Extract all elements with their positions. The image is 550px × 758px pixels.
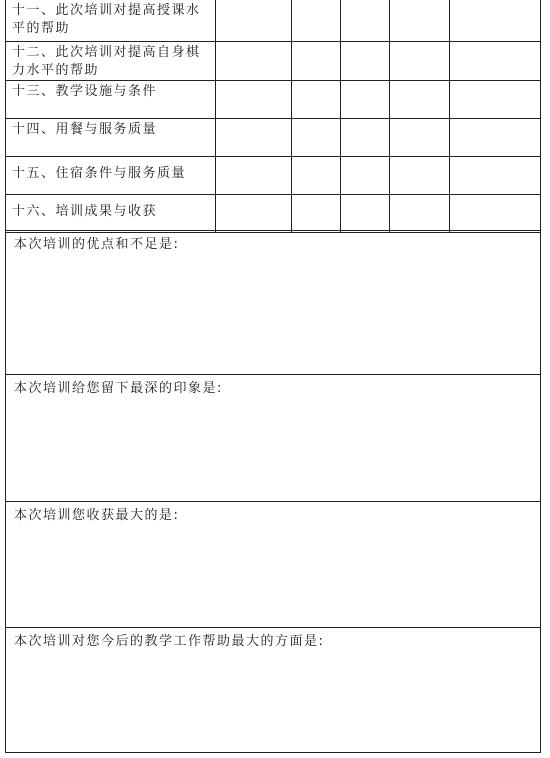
rating-cell[interactable]	[340, 156, 389, 194]
rating-cell[interactable]	[340, 118, 389, 156]
feedback-section-gains[interactable]	[6, 501, 540, 627]
rating-cell[interactable]	[291, 156, 340, 194]
rating-cell[interactable]	[340, 194, 389, 232]
rating-row	[5, 156, 541, 194]
rating-row-label: 十四、用餐与服务质量	[5, 118, 215, 156]
rating-cell[interactable]	[215, 41, 291, 80]
rating-cell[interactable]	[291, 194, 340, 232]
rating-cell[interactable]	[340, 80, 389, 118]
rating-cell[interactable]	[215, 156, 291, 194]
rating-cell[interactable]	[449, 118, 541, 156]
rating-cell[interactable]	[291, 41, 340, 80]
rating-row-label: 十六、培训成果与收获	[5, 194, 215, 232]
rating-cell[interactable]	[215, 118, 291, 156]
feedback-section-impression[interactable]	[6, 374, 540, 501]
feedback-section-teaching-help[interactable]	[6, 627, 540, 752]
rating-row	[5, 194, 541, 232]
rating-cell[interactable]	[389, 41, 449, 80]
rating-row	[5, 41, 541, 80]
rating-cell[interactable]	[449, 0, 541, 41]
rating-cell[interactable]	[291, 80, 340, 118]
rating-cell[interactable]	[389, 80, 449, 118]
rating-cell[interactable]	[215, 0, 291, 41]
rating-cell[interactable]	[215, 194, 291, 232]
rating-table	[5, 0, 541, 233]
section-prompt: 本次培训给您留下最深的印象是:	[14, 381, 223, 396]
rating-row-label: 十三、教学设施与条件	[5, 80, 215, 118]
evaluation-form	[5, 0, 541, 753]
rating-cell[interactable]	[291, 0, 340, 41]
section-prompt: 本次培训对您今后的教学工作帮助最大的方面是:	[14, 634, 325, 649]
rating-cell[interactable]	[449, 194, 541, 232]
feedback-section-strengths[interactable]	[6, 230, 540, 374]
section-prompt: 本次培训的优点和不足是:	[14, 237, 180, 252]
section-prompt: 本次培训您收获最大的是:	[14, 508, 180, 523]
rating-row	[5, 118, 541, 156]
rating-cell[interactable]	[449, 156, 541, 194]
rating-cell[interactable]	[389, 156, 449, 194]
rating-cell[interactable]	[340, 0, 389, 41]
rating-cell[interactable]	[389, 0, 449, 41]
rating-cell[interactable]	[291, 118, 340, 156]
rating-cell[interactable]	[449, 41, 541, 80]
rating-cell[interactable]	[340, 41, 389, 80]
rating-cell[interactable]	[389, 118, 449, 156]
rating-row	[5, 80, 541, 118]
rating-row-label: 十二、此次培训对提高自身棋力水平的帮助	[5, 41, 215, 80]
rating-cell[interactable]	[449, 80, 541, 118]
rating-row-label: 十一、此次培训对提高授课水平的帮助	[5, 0, 215, 41]
rating-row	[5, 0, 541, 41]
rating-cell[interactable]	[389, 194, 449, 232]
rating-cell[interactable]	[215, 80, 291, 118]
rating-row-label: 十五、住宿条件与服务质量	[5, 156, 215, 194]
